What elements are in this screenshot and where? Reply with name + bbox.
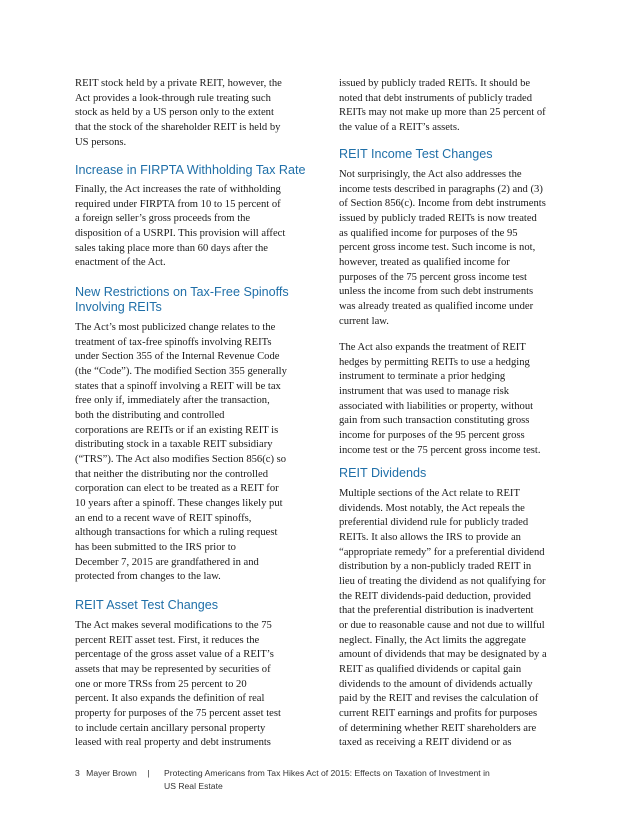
heading-asset-test: REIT Asset Test Changes <box>75 598 219 612</box>
paragraph-spinoff-restrictions: The Act’s most publicized change relates to the treatment of tax-free spinoffs involving REITs under Section 355 of the Internal Revenue Code (the “Code”). The modified Section 355 generally states that a spinoff involving a REIT will be tax free only if, immediately after the transaction, both the distributing and controlled corporations are REITs or if an existing REIT is distributing stock in a taxable REIT subsidiary (“TRS”). The Act also modifies Section 856(c) so that neither the distributing nor the controlled corporation can elect to be treated as a REIT for 10 years after a spinoff. These changes likely put an end to a recent wave of REIT spinoffs, although transactions for which a ruling request has been submitted to the IRS prior to December 7, 2015 are grandfathered in and protected from changes to the law. <box>75 322 287 583</box>
paragraph-firpta-withholding: Finally, the Act increases the rate of withholding required under FIRPTA from 10 to 15 percent of a foreign seller’s gross proceeds from the disposition of a USRPI. This provision will affect sales taking place more than 60 days after the enactment of the Act. <box>75 184 286 269</box>
paragraph-publicly-traded-debt: issued by publicly traded REITs. It should be noted that debt instruments of publicly traded REITs may not make up more than 25 percent of the value of a REIT’s assets. <box>339 78 546 133</box>
document-title-line-1: Protecting Americans from Tax Hikes Act of 2015: Effects on Taxation of Investment in <box>164 768 490 778</box>
document-title-line-2: US Real Estate <box>164 780 223 791</box>
paragraph-asset-test: The Act makes several modifications to the 75 percent REIT asset test. First, it reduces the percentage of the gross asset value of a REIT’s assets that may be represented by securities of one or more TRSs from 25 percent to 20 percent. It also expands the definition of real property for purposes of the 75 percent asset test to include certain ancillary personal property leased with real property and debt instruments <box>75 620 281 749</box>
paragraph-income-test: Not surprisingly, the Act also addresses the income tests described in paragraphs (2) and (3) of Section 856(c). Income from debt instruments issued by publicly traded REITs is now treated as qualified income for purposes of the 95 percent gross income test. Such income is not, however, treated as qualified income for purposes of the 75 percent gross income test unless the income from such debt instruments was already treated as qualified income under current law. <box>339 169 546 327</box>
heading-income-test: REIT Income Test Changes <box>339 147 493 161</box>
heading-dividends: REIT Dividends <box>339 466 427 480</box>
paragraph-look-through-rule: REIT stock held by a private REIT, however, the Act provides a look-through rule treating such stock as held by a US person only to the extent that the stock of the shareholder REIT is held by US persons. <box>75 78 282 148</box>
heading-firpta-withholding: Increase in FIRPTA Withholding Tax Rate <box>75 163 306 177</box>
page-number: 3 <box>75 768 80 778</box>
footer-separator: | <box>147 768 150 778</box>
page-footer <box>75 767 615 791</box>
paragraph-hedges: The Act also expands the treatment of REIT hedges by permitting REITs to use a hedging instrument to terminate a prior hedging instrument that was used to manage risk associated with liabilities or property, without gain from such transaction constituting gross income for purposes of the 95 percent gross income test or the 75 percent gross income test. <box>339 342 541 456</box>
heading-spinoff-restrictions: New Restrictions on Tax-Free Spinoffs Involving REITs <box>75 285 289 314</box>
firm-name: Mayer Brown <box>86 768 137 778</box>
paragraph-dividends: Multiple sections of the Act relate to REIT dividends. Most notably, the Act repeals the preferential dividend rule for publicly traded REITs. It also allows the IRS to provide an “appropriate remedy” for a preferential dividend distribution by a non-publicly traded REIT in lieu of treating the dividend as not qualifying for the REIT dividends-paid deduction, provided that the preferential distribution is inadvertent or due to reasonable cause and not due to willful neglect. Finally, the Act limits the aggregate amount of dividends that may be designated by a REIT as qualified dividends or capital gain dividends to the amount of dividends actually paid by the REIT and revises the calculation of current REIT earnings and profits for purposes of determining whether REIT shareholders are taxed as receiving a REIT dividend or as <box>339 488 547 749</box>
